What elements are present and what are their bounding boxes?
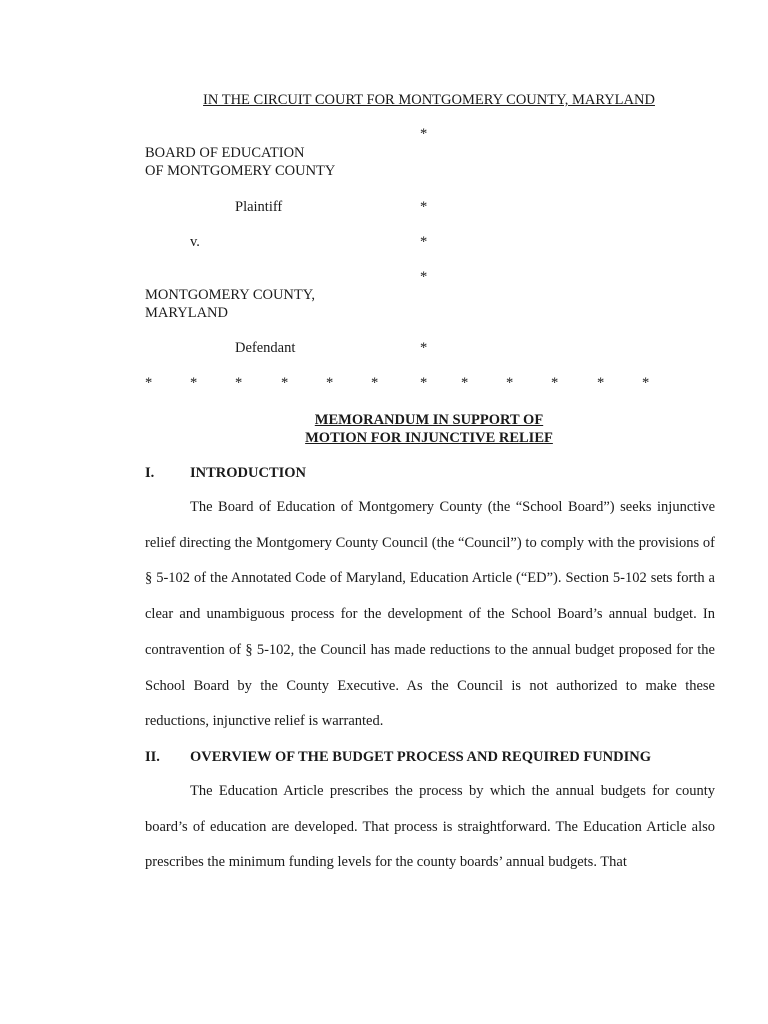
separator-star: * — [420, 375, 428, 391]
separator-star: * — [281, 375, 289, 391]
separator-star: * — [597, 375, 605, 391]
paragraph-text: The Education Article prescribes the process by which the annual budgets for county board’s of education are developed. That process is straightforward. The Education Article also prescribes the minimum funding levels for the county boards’ annual budgets. That — [145, 783, 715, 871]
caption-star: * — [420, 269, 428, 285]
separator-star: * — [190, 375, 198, 391]
caption-star: * — [420, 199, 428, 215]
court-title: IN THE CIRCUIT COURT FOR MONTGOMERY COUNTY, MARYLAND — [203, 92, 655, 108]
separator-star: * — [551, 375, 559, 391]
separator-star: * — [642, 375, 650, 391]
memo-title-line2: MOTION FOR INJUNCTIVE RELIEF — [305, 430, 553, 446]
section-number: II. — [145, 749, 160, 765]
separator-star: * — [461, 375, 469, 391]
plaintiff-name-line2: OF MONTGOMERY COUNTY — [145, 163, 336, 179]
defendant-role: Defendant — [235, 340, 296, 356]
paragraph-text: The Board of Education of Montgomery County (the “School Board”) seeks injunctive relief directing the Montgomery County Council (the “Council”) to comply with the provisions of § 5-102 of the Annotated Code of Maryland, Education Article (“ED”). Section 5-102 sets forth a clear and unambiguous process for the development of the School Board’s annual budget. In contravention of § 5-102, the Council has made reductions to the annual budget proposed for the School Board by the County Executive. As the Council is not authorized to make these reductions, injunctive relief is warranted. — [145, 499, 715, 730]
defendant-name-line2: MARYLAND — [145, 305, 228, 321]
separator-star: * — [235, 375, 243, 391]
caption-star: * — [420, 234, 428, 250]
caption-separator — [0, 376, 768, 390]
caption-star: * — [420, 340, 428, 356]
plaintiff-name-line1: BOARD OF EDUCATION — [145, 145, 305, 161]
separator-star: * — [371, 375, 379, 391]
section-paragraph — [145, 774, 715, 881]
section-number: I. — [145, 465, 155, 481]
versus-label: v. — [190, 234, 200, 250]
separator-star: * — [506, 375, 514, 391]
separator-star: * — [145, 375, 153, 391]
plaintiff-role: Plaintiff — [235, 199, 283, 215]
memo-title-line1: MEMORANDUM IN SUPPORT OF — [314, 412, 544, 428]
caption-star: * — [420, 126, 428, 142]
defendant-name-line1: MONTGOMERY COUNTY, — [145, 287, 315, 303]
separator-star: * — [326, 375, 334, 391]
section-heading: OVERVIEW OF THE BUDGET PROCESS AND REQUIRED FUNDING — [190, 749, 652, 765]
section-heading: INTRODUCTION — [190, 465, 307, 481]
section-paragraph — [145, 490, 715, 740]
